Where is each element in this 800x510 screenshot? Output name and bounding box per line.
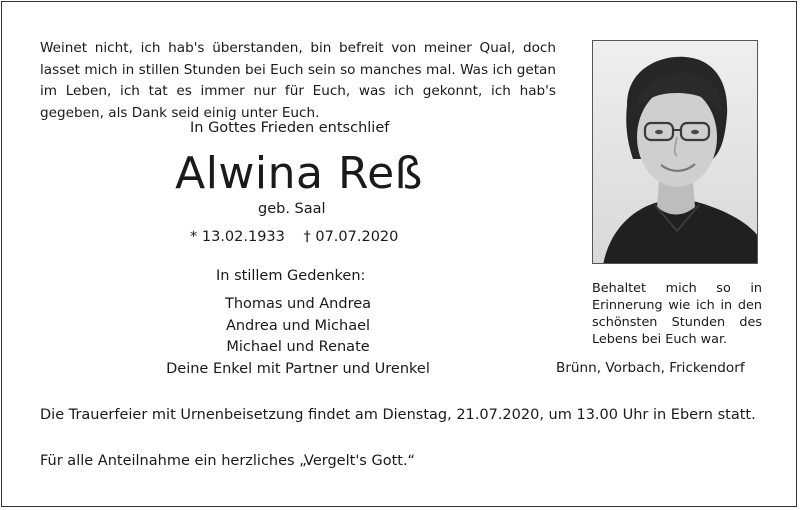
ceremony-notice: Die Trauerfeier mit Urnenbeisetzung findet am Dienstag, 21.07.2020, um 13.00 Uhr in Ebern statt. [40, 407, 756, 423]
life-dates [190, 229, 412, 245]
intro-line: In Gottes Frieden entschlief [190, 120, 390, 136]
mourners-title: In stillem Gedenken: [216, 268, 366, 284]
portrait-photo [592, 40, 758, 264]
birth-name: geb. Saal [258, 201, 326, 217]
death-date: † 07.07.2020 [303, 229, 399, 245]
portrait-illustration [593, 41, 758, 264]
mourner-line: Thomas und Andrea [224, 296, 372, 312]
deceased-name: Alwina Reß [175, 148, 423, 199]
birth-date: * 13.02.1933 [190, 229, 285, 245]
poem-text: Weinet nicht, ich hab's überstanden, bin befreit von meiner Qual, doch lasset mich in stillen Stunden bei Euch sein so manches mal. Was ich getan im Leben, ich tat es immer nur für Euch, was ich gekonnt, ich hab's gegeben, als Dank seid einig unter Euch. [40, 40, 556, 121]
mourner-line: Michael und Renate [226, 339, 370, 356]
mourner-line: Deine Enkel mit Partner und Urenkel [166, 360, 430, 377]
places-line: Brünn, Vorbach, Frickendorf [556, 360, 745, 376]
thanks-line: Für alle Anteilnahme ein herzliches „Vergelt's Gott.“ [40, 453, 416, 469]
mourner-line: Andrea und Michael [225, 317, 371, 334]
mourners-list [140, 294, 456, 380]
memorial-quote: Behaltet mich so in Erinnerung wie ich in den schönsten Stunden des Lebens bei Euch war. [592, 281, 762, 347]
